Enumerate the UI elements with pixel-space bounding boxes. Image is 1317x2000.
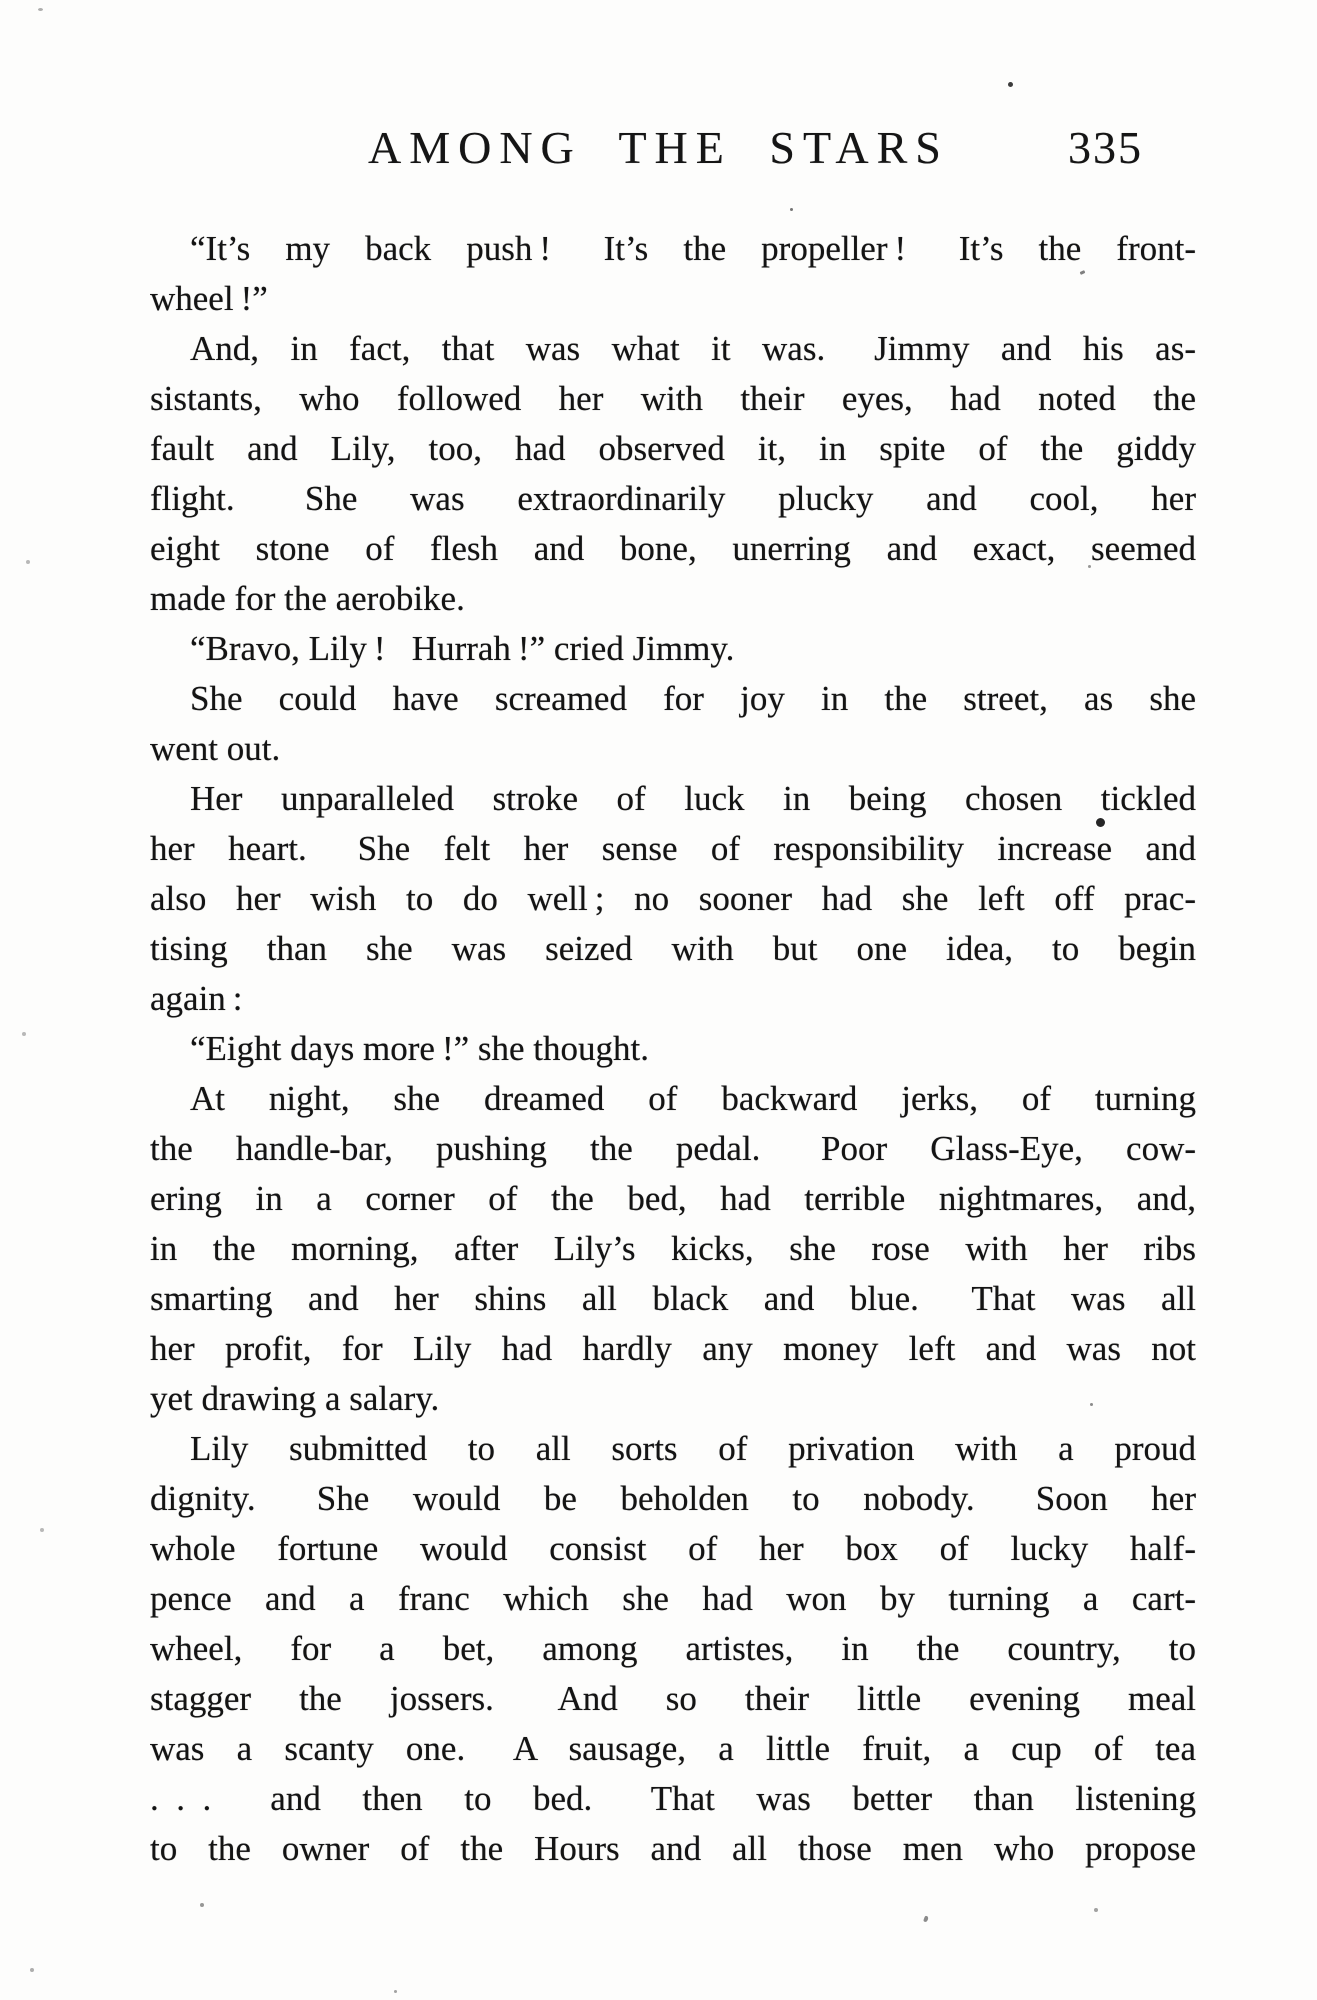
scan-speck (1094, 1908, 1098, 1912)
scan-speck (923, 1915, 929, 1922)
text-line: ering in a corner of the bed, had terrible nightmares, and, (150, 1179, 1196, 1218)
text-line: eight stone of flesh and bone, unerring and exact, seemed (150, 529, 1196, 568)
text-line: flight. She was extraordinarily plucky and cool, her (150, 479, 1196, 518)
page-number: 335 (1068, 122, 1143, 173)
running-header (0, 121, 1317, 175)
text-line: her profit, for Lily had hardly any money left and was not (150, 1329, 1196, 1368)
text-line: in the morning, after Lily’s kicks, she rose with her ribs (150, 1229, 1196, 1268)
text-line: also her wish to do well ; no sooner had she left off prac- (150, 879, 1196, 918)
text-line: Her unparalleled stroke of luck in being chosen tickled (190, 779, 1196, 818)
text-line: sistants, who followed her with their eyes, had noted the (150, 379, 1196, 418)
scan-speck (1096, 818, 1105, 827)
text-line: stagger the jossers. And so their little evening meal (150, 1679, 1196, 1718)
text-line: to the owner of the Hours and all those men who propose (150, 1829, 1196, 1868)
text-block (150, 224, 1196, 1874)
text-line: “Eight days more !” she thought. (190, 1029, 649, 1068)
text-line: And, in fact, that was what it was. Jimmy and his as- (190, 329, 1196, 368)
text-line: . . . and then to bed. That was better than listening (150, 1779, 1196, 1818)
text-line: again : (150, 979, 243, 1018)
scan-speck (394, 1990, 397, 1993)
scan-speck (200, 1903, 204, 1907)
text-line: Lily submitted to all sorts of privation with a proud (190, 1429, 1196, 1468)
text-line: wheel !” (150, 279, 268, 318)
text-line: whole fortune would consist of her box of lucky half- (150, 1529, 1196, 1568)
scan-speck (1088, 565, 1091, 568)
text-line: made for the aerobike. (150, 579, 465, 618)
text-line: the handle-bar, pushing the pedal. Poor Glass-Eye, cow- (150, 1129, 1196, 1168)
text-line: She could have screamed for joy in the street, as she (190, 679, 1196, 718)
text-line: “Bravo, Lily ! Hurrah !” cried Jimmy. (190, 629, 735, 668)
text-line: yet drawing a salary. (150, 1379, 440, 1418)
text-line: fault and Lily, too, had observed it, in spite of the giddy (150, 429, 1196, 468)
scan-speck (22, 1032, 26, 1036)
text-line: wheel, for a bet, among artistes, in the country, to (150, 1629, 1196, 1668)
text-line: At night, she dreamed of backward jerks, of turning (190, 1079, 1196, 1118)
scan-speck (1090, 1403, 1093, 1406)
running-header-title: AMONG THE STARS (368, 122, 949, 173)
text-line: smarting and her shins all black and blue. That was all (150, 1279, 1196, 1318)
text-line: went out. (150, 729, 281, 768)
scan-speck (30, 1968, 34, 1972)
text-line: “It’s my back push ! It’s the propeller ! It’s the front- (190, 229, 1196, 268)
text-line: her heart. She felt her sense of responsibility increase and (150, 829, 1196, 868)
scan-speck (40, 1528, 44, 1532)
text-line: dignity. She would be beholden to nobody. Soon her (150, 1479, 1196, 1518)
scan-speck (38, 8, 43, 11)
scan-speck (26, 560, 30, 564)
text-line: pence and a franc which she had won by turning a cart- (150, 1579, 1196, 1618)
scan-speck (790, 208, 793, 211)
text-line: was a scanty one. A sausage, a little fruit, a cup of tea (150, 1729, 1196, 1768)
scan-speck (1008, 82, 1013, 87)
text-line: tising than she was seized with but one idea, to begin (150, 929, 1196, 968)
